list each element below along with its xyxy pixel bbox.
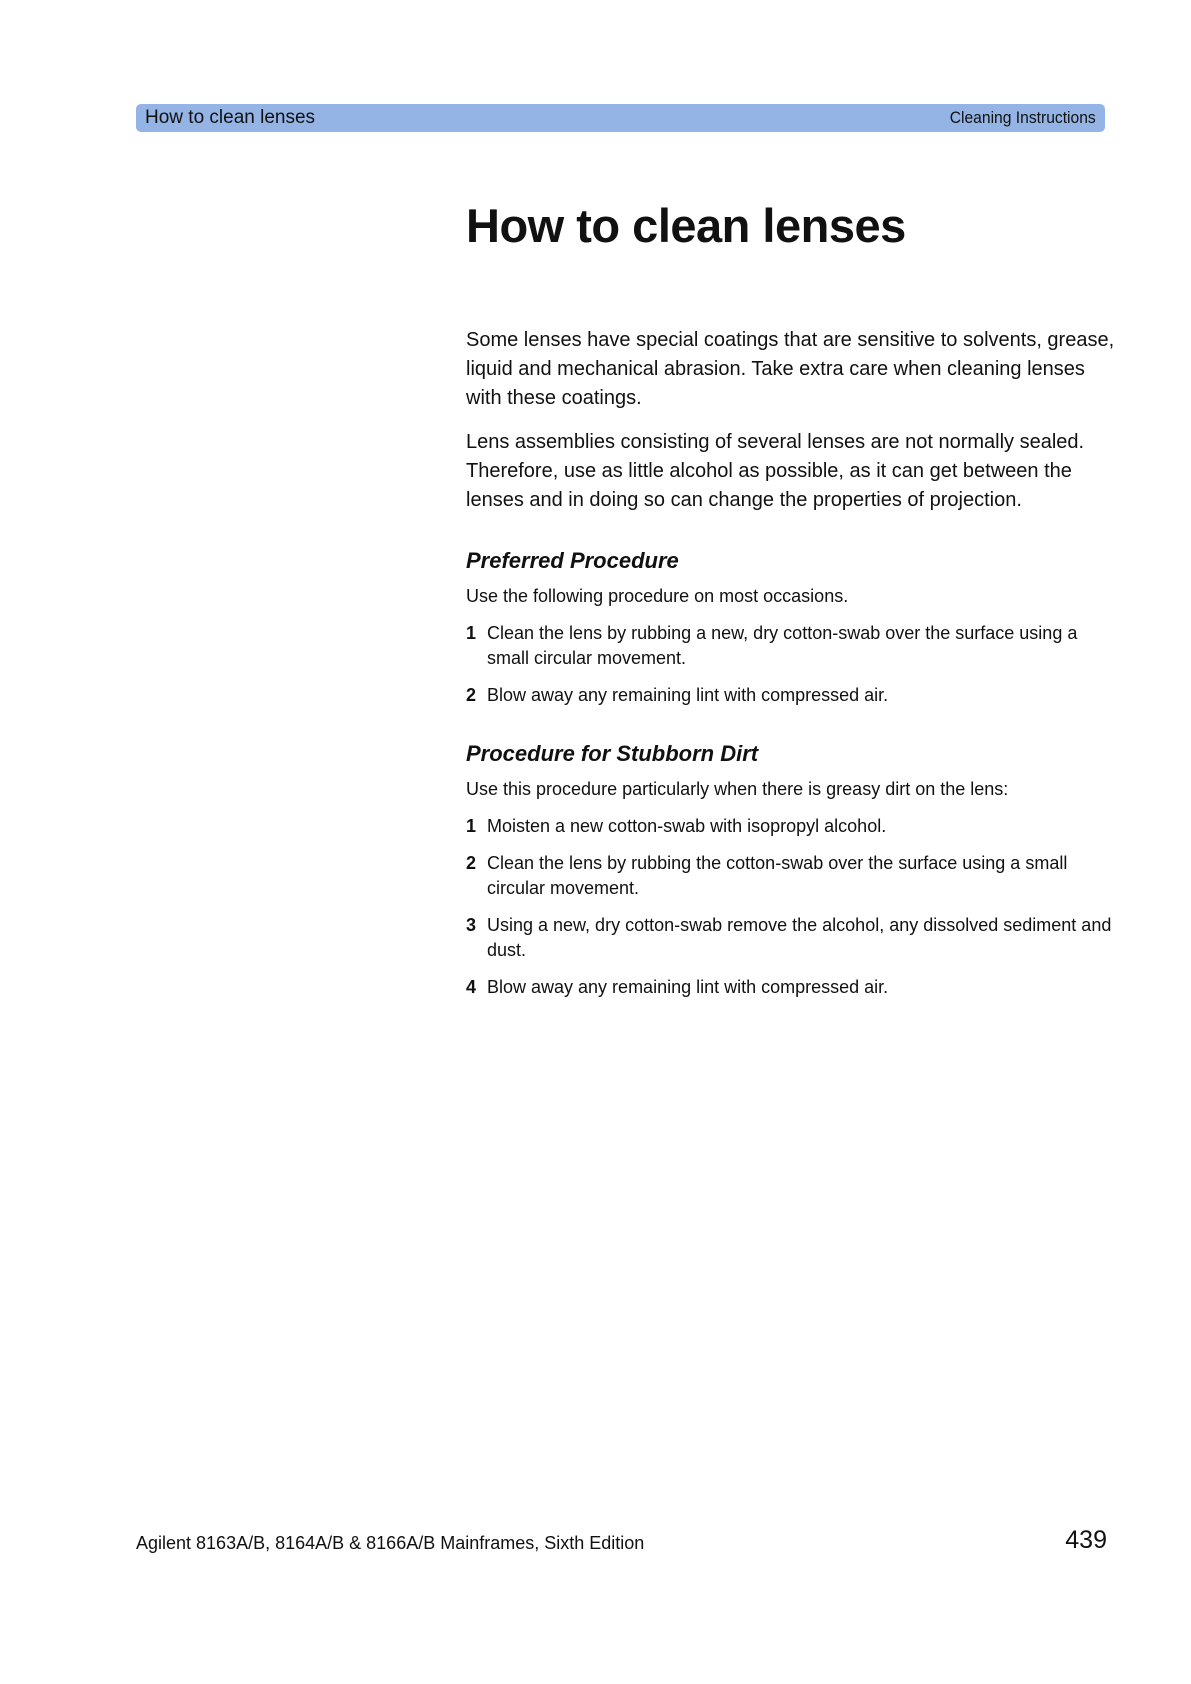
header-section-label: How to clean lenses (145, 107, 316, 128)
step-text: Moisten a new cotton-swab with isopropyl alcohol. (487, 816, 887, 836)
step-number: 2 (466, 685, 477, 705)
step-number: 2 (466, 853, 477, 873)
step-text: Using a new, dry cotton-swab remove the alcohol, any dissolved sediment and dust. (487, 915, 1112, 960)
step-item (466, 683, 1116, 708)
step-list (466, 621, 1116, 708)
step-number: 1 (466, 816, 477, 836)
section-heading: Preferred Procedure (466, 548, 679, 573)
section-lead: Use this procedure particularly when there is greasy dirt on the lens: (466, 779, 1009, 799)
step-number: 3 (466, 915, 477, 935)
page-title: How to clean lenses (466, 199, 906, 252)
running-header (136, 104, 1105, 132)
step-text: Clean the lens by rubbing a new, dry cotton-swab over the surface using a small circular movement. (487, 623, 1078, 668)
section-stubborn-dirt (466, 741, 1116, 1000)
intro-paragraph: Some lenses have special coatings that are sensitive to solvents, grease, liquid and mechanical abrasion. Take extra care when cleaning lenses with these coatings. (466, 329, 1115, 409)
step-number: 1 (466, 623, 477, 643)
section-lead: Use the following procedure on most occasions. (466, 586, 849, 606)
step-text: Clean the lens by rubbing the cotton-swab over the surface using a small circular movement. (487, 853, 1068, 898)
step-item (466, 851, 1116, 901)
footer-publication: Agilent 8163A/B, 8164A/B & 8166A/B Mainframes, Sixth Edition (136, 1533, 645, 1553)
step-item (466, 621, 1116, 671)
step-item (466, 975, 1116, 1000)
intro-paragraph: Lens assemblies consisting of several lenses are not normally sealed. Therefore, use as little alcohol as possible, as it can get between the lenses and in doing so can change the properties of projection. (466, 431, 1085, 511)
step-list (466, 814, 1116, 1000)
step-item (466, 913, 1116, 963)
step-text: Blow away any remaining lint with compressed air. (487, 977, 889, 997)
step-number: 4 (466, 977, 477, 997)
section-preferred-procedure (466, 548, 1116, 708)
step-item (466, 814, 1116, 839)
section-heading: Procedure for Stubborn Dirt (466, 741, 759, 766)
main-content (466, 326, 1116, 1012)
page-number: 439 (1065, 1526, 1107, 1554)
step-text: Blow away any remaining lint with compressed air. (487, 685, 889, 705)
header-chapter-label: Cleaning Instructions (949, 108, 1096, 127)
